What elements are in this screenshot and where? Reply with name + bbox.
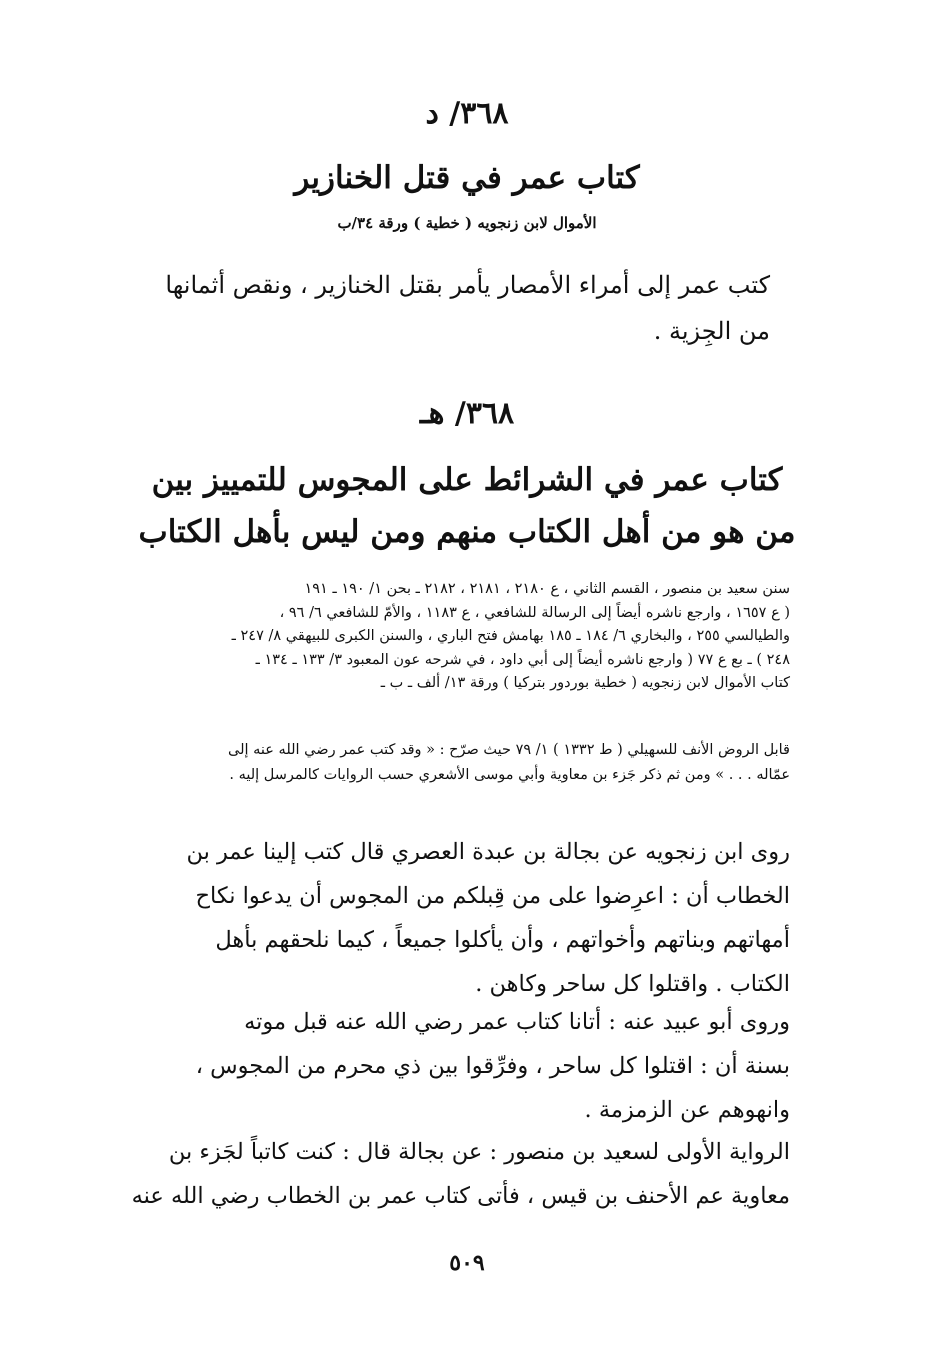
paragraph-line: وروى أبو عبيد عنه : أتانا كتاب عمر رضي الله عنه قبل موته <box>244 1009 790 1035</box>
source-line: ٢٤٨ ) ـ بع ع ٧٧ ( وارجع ناشره أيضاً إلى أبي داود ، في شرحه عون المعبود ٣/ ١٣٣ ـ ١٣٤ ـ <box>255 651 790 668</box>
source-line: ( ع ١٦٥٧ ، وارجع ناشره أيضاً إلى الرسالة للشافعي ، ع ١١٨٣ ، والأمّ للشافعي ٦/ ٩٦ ، <box>279 604 790 621</box>
source-note <box>150 738 790 788</box>
paragraph-line: أمهاتهم وبناتهم وأخواتهم ، وأن يأكلوا جميعاً ، كيما نلحقهم بأهل <box>215 927 790 953</box>
paragraph-line: معاوية عم الأحنف بن قيس ، فأتى كتاب عمر بن الخطاب رضي الله عنه <box>131 1183 790 1209</box>
source-line: سنن سعيد بن منصور ، القسم الثاني ، ع ٢١٨٠ ، ٢١٨١ ، ٢١٨٢ ـ بحن ١/ ١٩٠ ـ ١٩١ <box>304 581 790 597</box>
title-line: من هو من أهل الكتاب منهم ومن ليس بأهل الكتاب <box>138 514 796 550</box>
paragraph <box>131 1130 790 1218</box>
paragraph <box>150 1000 790 1132</box>
paragraph-line: روى ابن زنجويه عن بجالة بن عبدة العصري قال كتب إلينا عمر بن <box>186 839 790 865</box>
paragraph-line: وانهوهم عن الزمزمة . <box>584 1097 790 1123</box>
body-line: من الجِزية . <box>653 317 770 345</box>
paragraph-line: الرواية الأولى لسعيد بن منصور : عن بجالة قال : كنت كاتباً لجَزء بن <box>168 1139 790 1165</box>
note-line: عمّاله . . . » ومن ثم ذكر جَزء بن معاوية وأبي موسى الأشعري حسب الروايات كالمرسل إليه . <box>229 767 790 783</box>
section-number: ٣٦٨/ هـ <box>419 396 515 431</box>
paragraph-line: الكتاب . واقتلوا كل ساحر وكاهن . <box>475 971 790 997</box>
source-line: كتاب الأموال لابن زنجويه ( خطية بوردور بتركيا ) ورقة ١٣/ ألف ـ ب ـ <box>380 675 790 691</box>
paragraph-line: الخطاب أن : اعرِضوا على من قِبلكم من المجوس أن يدعوا نكاح <box>195 883 790 909</box>
title-line: كتاب عمر في الشرائط على المجوس للتمييز بين <box>151 462 783 498</box>
section-number: ٣٦٨/ د <box>425 96 509 131</box>
page-number: ٥٠٩ <box>449 1250 485 1276</box>
source-line: والطيالسي ٢٥٥ ، والبخاري ٦/ ١٨٤ ـ ١٨٥ بهامش فتح الباري ، والسنن الكبرى للبيهقي ٨/ ٢٤٧ ـ <box>231 628 790 644</box>
section-title <box>0 454 934 558</box>
section-title: كتاب عمر في قتل الخنازير <box>294 160 640 196</box>
paragraph <box>150 830 790 1006</box>
note-line: قابل الروض الأنف للسهيلي ( ط ١٣٣٢ ) ١/ ٧٩ حيث صرّح : « وقد كتب عمر رضي الله عنه إلى <box>228 742 790 758</box>
sources-list <box>150 578 790 696</box>
section-source: الأموال لابن زنجويه ( خطية ) ورقة ٣٤/ب <box>337 214 597 232</box>
section-body <box>150 262 770 354</box>
body-line: كتب عمر إلى أمراء الأمصار يأمر بقتل الخنازير ، ونقص أثمانها <box>165 271 770 299</box>
paragraph-line: بسنة أن : اقتلوا كل ساحر ، وفرِّقوا بين ذي محرم من المجوس ، <box>195 1053 790 1079</box>
